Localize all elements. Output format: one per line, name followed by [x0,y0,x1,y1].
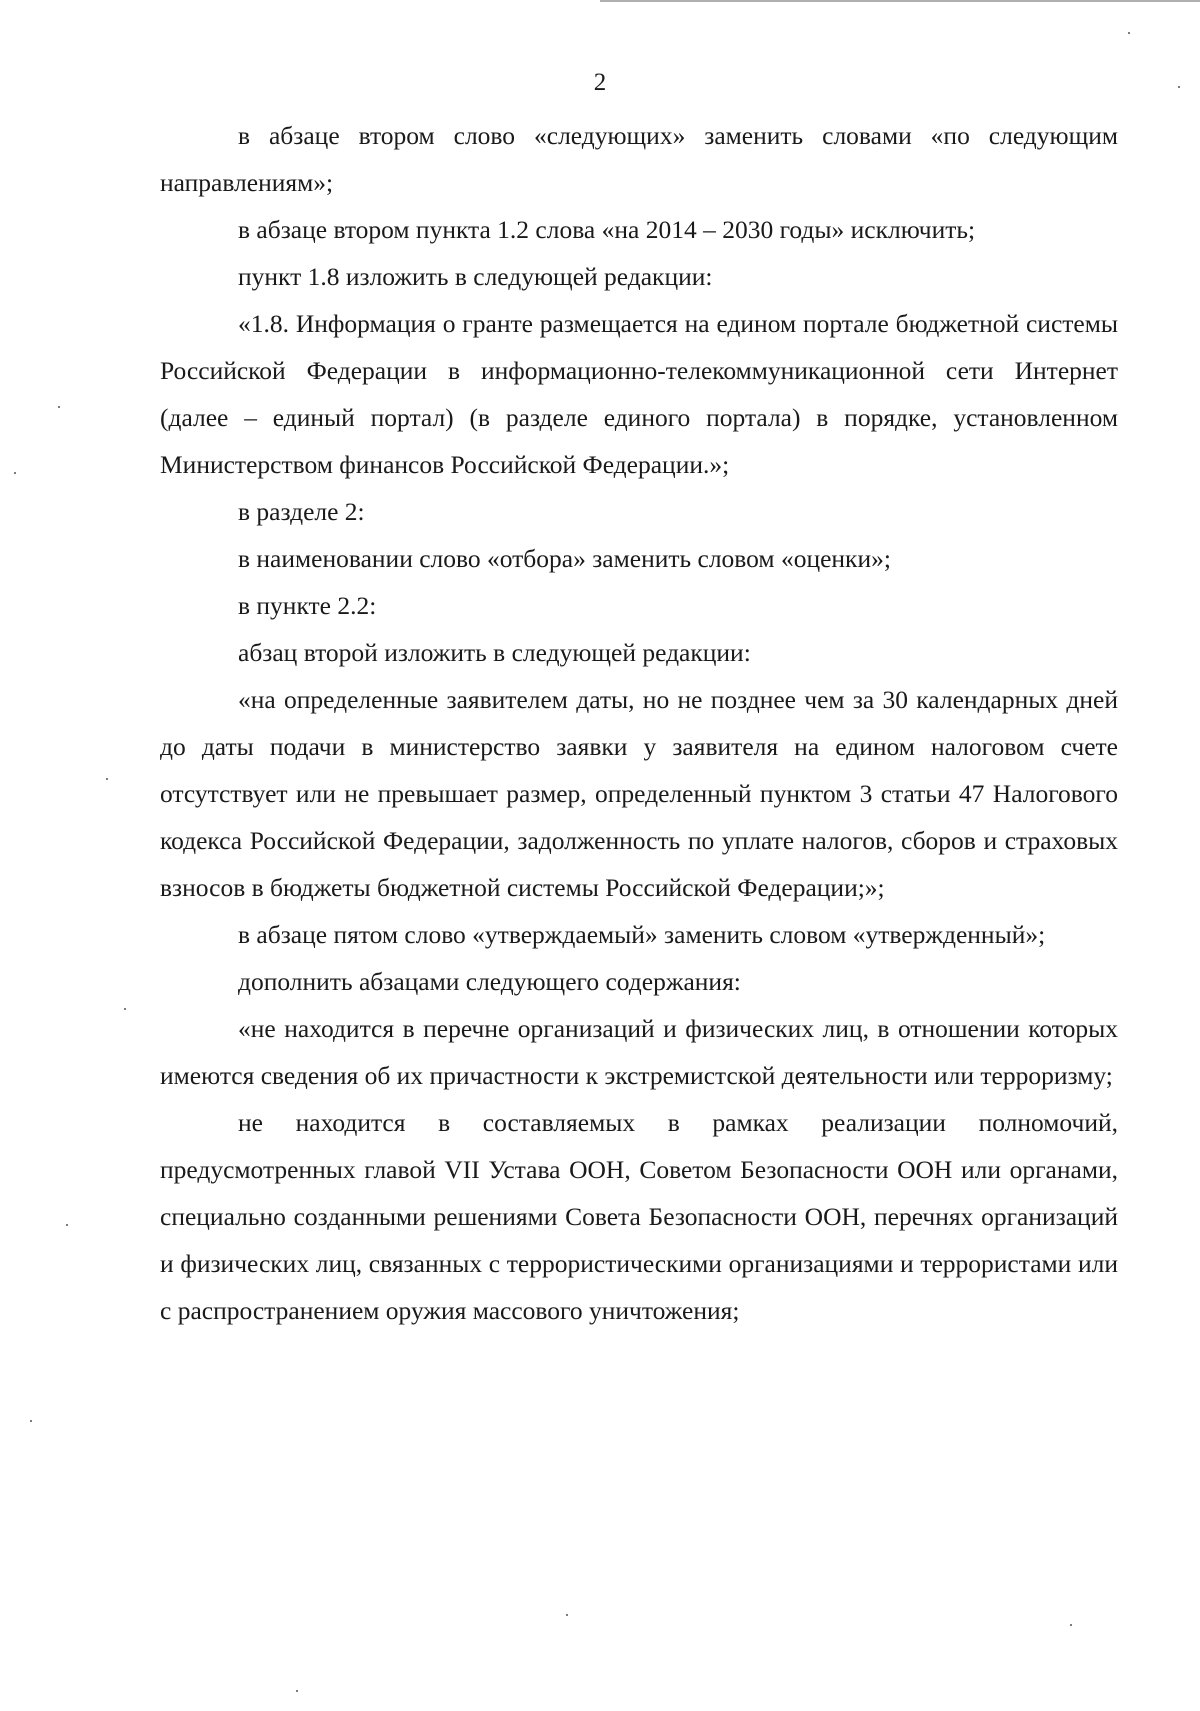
paragraph: дополнить абзацами следующего содержания: [238,967,741,996]
page-number: 2 [593,69,607,96]
paragraph: пункт 1.8 изложить в следующей редакции: [238,262,713,291]
paragraph: в пункте 2.2: [238,591,377,620]
paragraph: не находится в составляемых в рамках реализации полномочий, предусмотренных главой VII Устава ООН, Советом Безопасности ООН или органами, специально созданными решениями Совета Безопасности ООН, перечнях организаций и физических лиц, связанных с террористическими организациями и террористами или с распространением оружия массового уничтожения; [160,1108,1118,1325]
scan-speck [106,778,108,780]
scan-speck [566,1614,568,1616]
scan-edge-line [600,0,1200,2]
paragraph: «1.8. Информация о гранте размещается на едином портале бюджетной системы Российской Федерации в информационно-телекоммуникационной сети Интернет (далее – единый портал) (в разделе единого портала) в порядке, установленном Министерством финансов Российской Федерации.»; [160,309,1118,479]
scan-speck [1070,1624,1072,1626]
scan-speck [1128,32,1130,34]
paragraph: в наименовании слово «отбора» заменить словом «оценки»; [238,544,891,573]
scan-speck [124,1008,126,1010]
paragraph: в абзаце пятом слово «утверждаемый» заменить словом «утвержденный»; [238,920,1046,949]
paragraph: «на определенные заявителем даты, но не позднее чем за 30 календарных дней до даты подачи в министерство заявки у заявителя на едином налоговом счете отсутствует или не превышает размер, определенный пунктом 3 статьи 47 Налогового кодекса Российской Федерации, задолженность по уплате налогов, сборов и страховых взносов в бюджеты бюджетной системы Российской Федерации;»; [160,685,1118,902]
scan-speck [30,1420,32,1422]
paragraph: абзац второй изложить в следующей редакции: [238,638,751,667]
paragraph: в абзаце втором слово «следующих» заменить словами «по следующим направлениям»; [160,121,1118,197]
scan-speck [1178,86,1180,88]
paragraph: «не находится в перечне организаций и физических лиц, в отношении которых имеются сведения об их причастности к экстремистской деятельности или терроризму; [160,1014,1118,1090]
scan-speck [66,1224,68,1226]
document-body [160,112,1118,1334]
scan-speck [14,472,16,474]
paragraph: в разделе 2: [238,497,365,526]
paragraph: в абзаце втором пункта 1.2 слова «на 2014 – 2030 годы» исключить; [238,215,976,244]
scan-speck [296,1690,298,1692]
scan-speck [58,406,60,408]
